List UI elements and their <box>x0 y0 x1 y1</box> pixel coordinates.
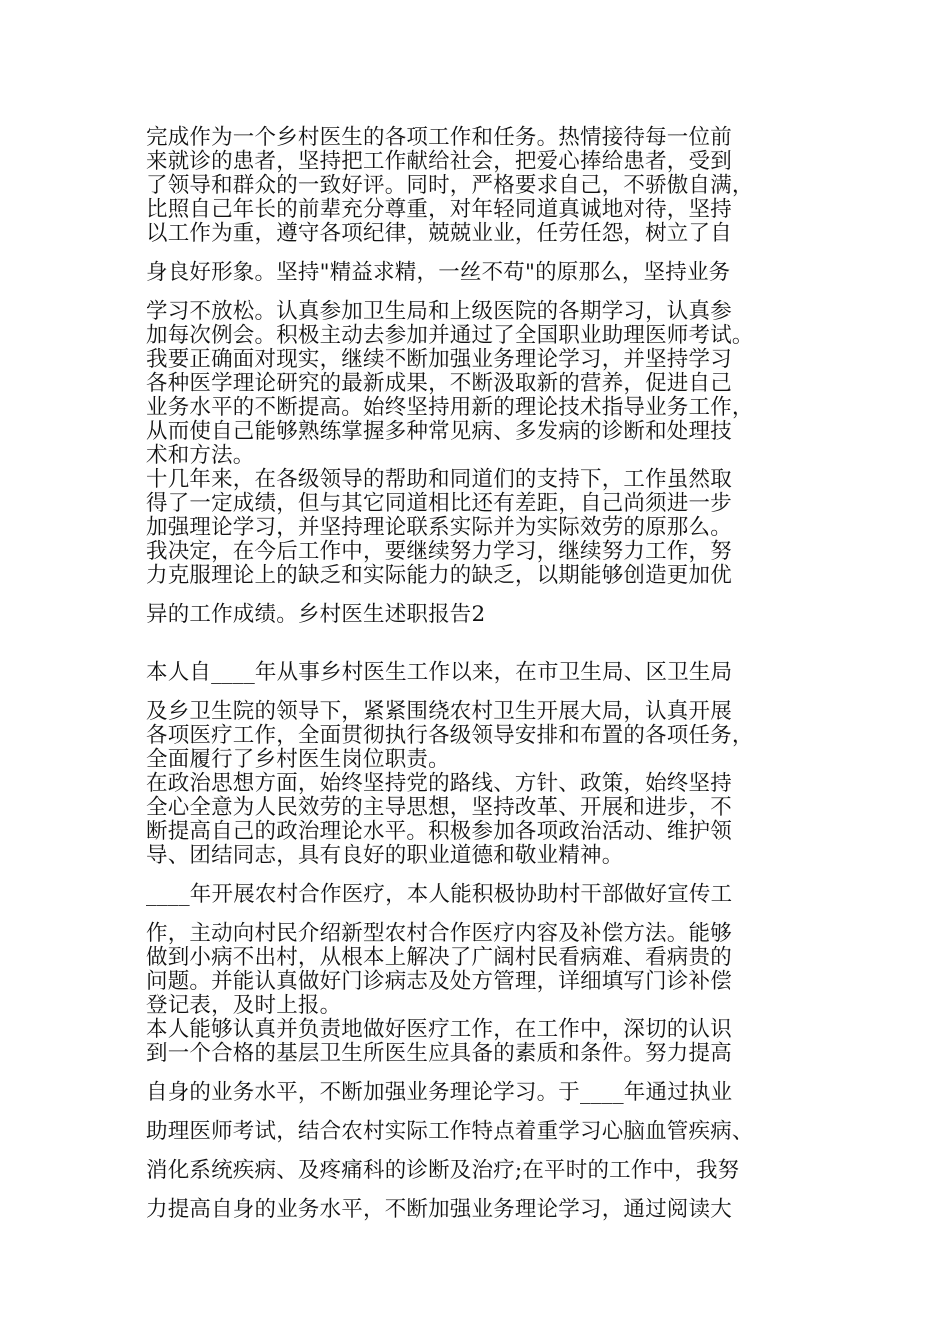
text-line: 到一个合格的基层卫生所医生应具备的素质和条件。努力提高 <box>146 1041 732 1066</box>
text-line: 来就诊的患者，坚持把工作献给社会，把爱心捧给患者，受到 <box>146 149 732 174</box>
text-line: 导、团结同志，具有良好的职业道德和敬业精神。 <box>146 843 624 868</box>
text-line: 登记表，及时上报。 <box>146 993 342 1018</box>
text-line: 自身的业务水平，不断加强业务理论学习。于____年通过执业 <box>146 1080 733 1105</box>
text-line: 得了一定成绩，但与其它同道相比还有差距，自己尚须进一步 <box>146 491 732 516</box>
text-line: 各种医学理论研究的最新成果，不断汲取新的营养，促进自己 <box>146 371 732 396</box>
text-line: 问题。并能认真做好门诊病志及处方管理，详细填写门诊补偿 <box>146 969 732 994</box>
text-line: 加强理论学习，并坚持理论联系实际并为实际效劳的原那么。 <box>146 515 732 540</box>
text-line: 全心全意为人民效劳的主导思想，坚持改革、开展和进步，不 <box>146 795 732 820</box>
text-line: 做到小病不出村，从根本上解决了广阔村民看病难、看病贵的 <box>146 945 732 970</box>
text-line: 助理医师考试，结合农村实际工作特点着重学习心脑血管疾病、 <box>146 1119 754 1144</box>
section-heading-line: 异的工作成绩。乡村医生述职报告2 <box>146 602 486 627</box>
text-line: 身良好形象。坚持"精益求精，一丝不苟"的原那么，坚持业务 <box>146 260 731 285</box>
text-line: 十几年来，在各级领导的帮助和同道们的支持下，工作虽然取 <box>146 467 732 492</box>
text-line: 各项医疗工作，全面贯彻执行各级领导安排和布置的各项任务， <box>146 723 754 748</box>
text-line: 了领导和群众的一致好评。同时，严格要求自己，不骄傲自满， <box>146 173 754 198</box>
text-line: 业务水平的不断提高。始终坚持用新的理论技术指导业务工作， <box>146 395 754 420</box>
text-line: 全面履行了乡村医生岗位职责。 <box>146 747 450 772</box>
text-line: 消化系统疾病、及疼痛科的诊断及治疗;在平时的工作中，我努 <box>146 1158 740 1183</box>
text-line: 作，主动向村民介绍新型农村合作医疗内容及补偿方法。能够 <box>146 921 732 946</box>
text-line: 在政治思想方面，始终坚持党的路线、方针、政策，始终坚持 <box>146 771 732 796</box>
text-line: 力克服理论上的缺乏和实际能力的缺乏，以期能够创造更加优 <box>146 563 732 588</box>
text-line: 断提高自己的政治理论水平。积极参加各项政治活动、维护领 <box>146 819 732 844</box>
text-line: 加每次例会。积极主动去参加并通过了全国职业助理医师考试。 <box>146 323 754 348</box>
text-line: 本人自____年从事乡村医生工作以来，在市卫生局、区卫生局 <box>146 660 733 685</box>
text-line: 完成作为一个乡村医生的各项工作和任务。热情接待每一位前 <box>146 125 732 150</box>
text-line: 术和方法。 <box>146 443 255 468</box>
text-line: 学习不放松。认真参加卫生局和上级医院的各期学习，认真参 <box>146 299 732 324</box>
text-line: 比照自己年长的前辈充分尊重，对年轻同道真诚地对待，坚持 <box>146 197 732 222</box>
text-line: 本人能够认真并负责地做好医疗工作，在工作中，深切的认识 <box>146 1017 732 1042</box>
text-line: 从而使自己能够熟练掌握多种常见病、多发病的诊断和处理技 <box>146 419 732 444</box>
text-line: ____年开展农村合作医疗，本人能积极协助村干部做好宣传工 <box>146 882 733 907</box>
text-line: 我要正确面对现实，继续不断加强业务理论学习，并坚持学习 <box>146 347 732 372</box>
text-line: 力提高自身的业务水平，不断加强业务理论学习，通过阅读大 <box>146 1197 732 1222</box>
text-line: 我决定，在今后工作中，要继续努力学习，继续努力工作，努 <box>146 539 732 564</box>
text-line: 及乡卫生院的领导下，紧紧围绕农村卫生开展大局，认真开展 <box>146 699 732 724</box>
text-line: 以工作为重，遵守各项纪律，兢兢业业，任劳任怨，树立了自 <box>146 221 732 246</box>
